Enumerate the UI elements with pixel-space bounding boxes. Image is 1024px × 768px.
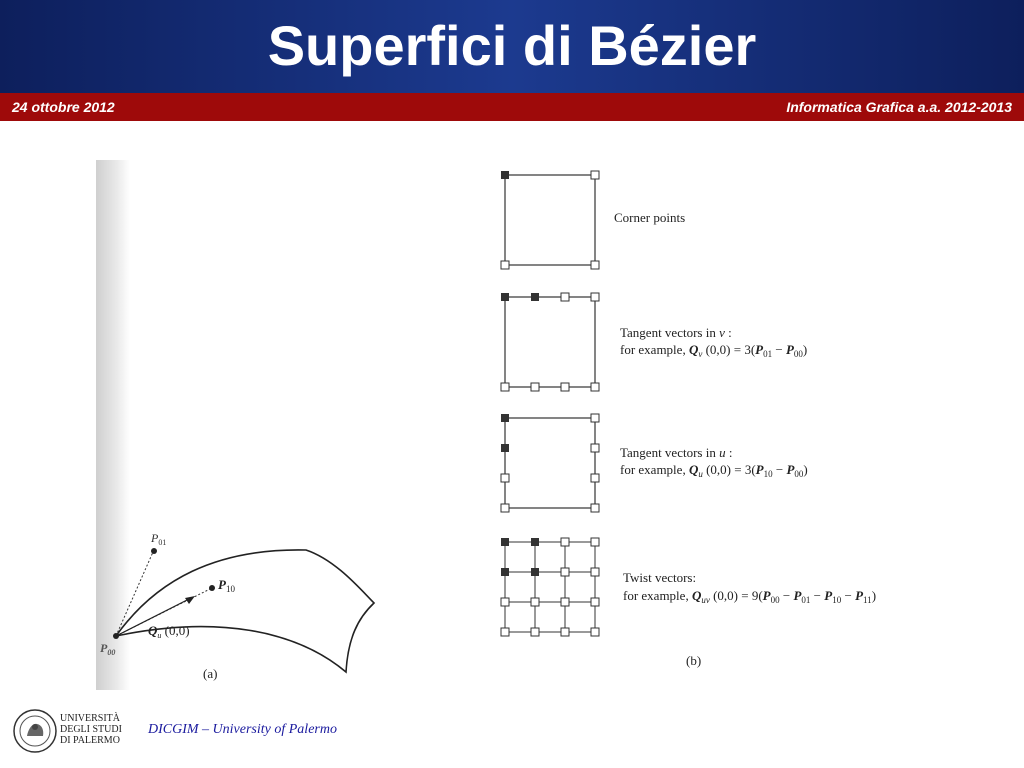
figure-a	[96, 520, 396, 690]
surface-patch	[116, 550, 374, 672]
grid-tangent-v	[501, 293, 599, 391]
text-tangent-u-2: for example, $Q_u$ $(0,0) = 3(P_{10} - P_{00})$	[620, 462, 808, 479]
text-twist-1: Twist vectors:	[623, 570, 697, 585]
grid-twist	[501, 538, 599, 636]
point-p01	[151, 548, 157, 554]
point-p00	[113, 633, 119, 639]
course-name: Informatica Grafica a.a. 2012-2013	[786, 99, 1012, 115]
label-p10: $P_{10}$	[218, 577, 235, 594]
figure-b	[490, 160, 930, 675]
slide-date: 24 ottobre 2012	[12, 99, 115, 115]
text-corner-points: Corner points	[614, 210, 686, 225]
label-p00: $P_{00}$	[100, 641, 116, 657]
footer-department: DICGIM – University of Palermo	[148, 722, 337, 737]
university-name: UNIVERSITÀ DEGLI STUDI DI PALERMO	[60, 713, 122, 746]
caption-b: (b)	[686, 653, 702, 668]
text-tangent-u-1: Tangent vectors in u :	[620, 445, 733, 460]
grid-corner-points	[501, 171, 599, 269]
text-twist-2: for example, $Q_{uv}$ $(0,0) = 9(P_{00} - P_{01} - P_{10} - P_{11})$	[623, 588, 877, 605]
label-p01: $P_{01}$	[151, 531, 167, 547]
grid-tangent-u	[501, 414, 599, 512]
text-tangent-v-1: Tangent vectors in v :	[620, 325, 732, 340]
caption-a: (a)	[203, 666, 218, 681]
slide-title: Superfici di Bézier	[267, 14, 757, 77]
university-seal-icon	[12, 708, 58, 754]
label-qu: $Q_u$ (0,0)	[148, 623, 190, 640]
text-tangent-v-2: for example, $Q_v$ $(0,0) = 3(P_{01} - P_{00})$	[620, 342, 808, 359]
point-p10	[209, 585, 215, 591]
